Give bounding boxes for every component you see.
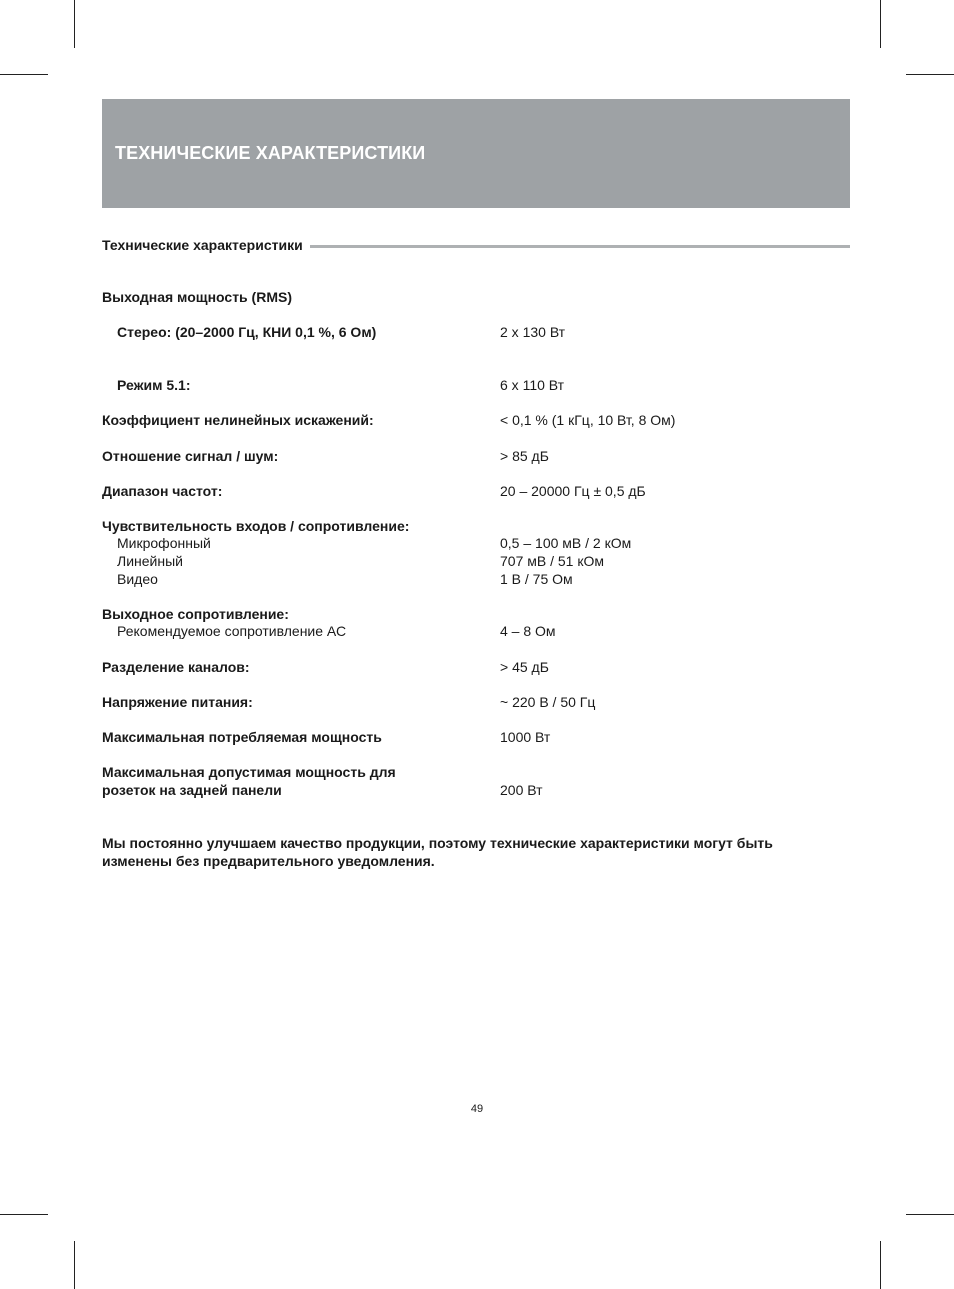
spec-sublabel-speaker-impedance: Рекомендуемое сопротивление АС xyxy=(117,623,347,639)
disclaimer-line: Мы постоянно улучшаем качество продукции, поэтому технические характеристики могут быть xyxy=(102,835,773,851)
spec-value-output-impedance: 4 – 8 Ом xyxy=(500,623,556,639)
spec-label-freq: Диапазон частот: xyxy=(102,483,223,499)
spec-label-max-outlet-line2: розеток на задней панели xyxy=(102,782,282,798)
crop-mark xyxy=(880,1241,881,1289)
crop-mark xyxy=(0,1214,48,1215)
spec-label-max-outlet-line1: Максимальная допустимая мощность для xyxy=(102,764,396,780)
disclaimer-note xyxy=(102,834,852,870)
header-banner xyxy=(102,99,850,208)
spec-label-supply: Напряжение питания: xyxy=(102,694,253,710)
crop-mark xyxy=(906,74,954,75)
spec-sublabel-video: Видео xyxy=(117,571,158,587)
spec-value-video: 1 В / 75 Ом xyxy=(500,571,573,587)
spec-value-thd: < 0,1 % (1 кГц, 10 Вт, 8 Ом) xyxy=(500,412,676,428)
spec-value-stereo: 2 х 130 Вт xyxy=(500,324,566,340)
spec-value-separation: > 45 дБ xyxy=(500,659,549,675)
spec-value-freq: 20 – 20000 Гц ± 0,5 дБ xyxy=(500,483,646,499)
page-number: 49 xyxy=(470,1103,484,1115)
section-title: Технические характеристики xyxy=(102,237,303,253)
spec-label-stereo: Стерео: (20–2000 Гц, КНИ 0,1 %, 6 Ом) xyxy=(117,324,377,340)
spec-label-snr: Отношение сигнал / шум: xyxy=(102,448,279,464)
crop-mark xyxy=(0,74,48,75)
spec-label-mode51: Режим 5.1: xyxy=(117,377,191,393)
spec-label-thd: Коэффициент нелинейных искажений: xyxy=(102,412,374,428)
section-divider xyxy=(310,245,850,248)
spec-label-separation: Разделение каналов: xyxy=(102,659,250,675)
spec-value-supply: ~ 220 В / 50 Гц xyxy=(500,694,596,710)
section-heading xyxy=(102,236,850,254)
disclaimer-line: изменены без предварительного уведомления. xyxy=(102,853,435,869)
spec-value-line: 707 мВ / 51 кОм xyxy=(500,553,604,569)
spec-value-max-consumption: 1000 Вт xyxy=(500,729,551,745)
spec-label-output-power: Выходная мощность (RMS) xyxy=(102,289,292,305)
spec-sublabel-mic: Микрофонный xyxy=(117,535,211,551)
crop-mark xyxy=(74,0,75,48)
spec-sublabel-line: Линейный xyxy=(117,553,183,569)
spec-label-output-impedance: Выходное сопротивление: xyxy=(102,606,289,622)
spec-value-snr: > 85 дБ xyxy=(500,448,549,464)
spec-value-mic: 0,5 – 100 мВ / 2 кОм xyxy=(500,535,632,551)
page-title: ТЕХНИЧЕСКИЕ ХАРАКТЕРИСТИКИ xyxy=(115,143,426,163)
crop-mark xyxy=(880,0,881,48)
spec-label-max-consumption: Максимальная потребляемая мощность xyxy=(102,729,382,745)
crop-mark xyxy=(74,1241,75,1289)
crop-mark xyxy=(906,1214,954,1215)
spec-value-mode51: 6 х 110 Вт xyxy=(500,377,565,393)
spec-label-sensitivity: Чувствительность входов / сопротивление: xyxy=(102,518,410,534)
spec-value-max-outlet: 200 Вт xyxy=(500,782,543,798)
